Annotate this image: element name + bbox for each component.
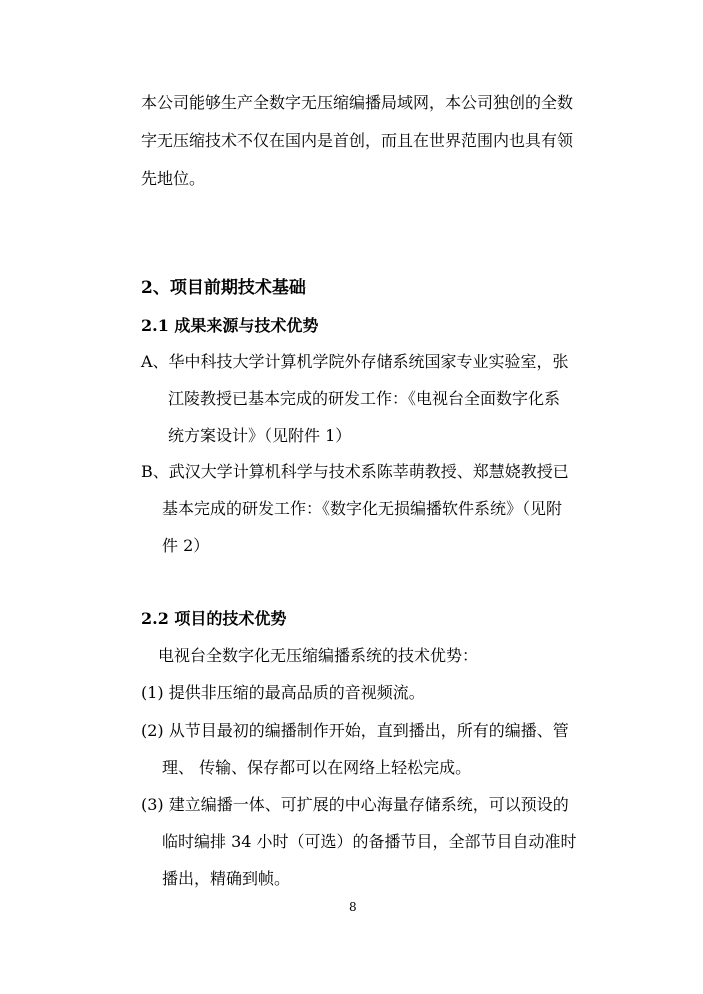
section-2-1-heading: 2.1 成果来源与技术优势 [141,316,319,335]
item-3-line-1: (3) 建立编播一体、可扩展的中心海量存储系统，可以预设的 [141,795,569,814]
item-a-line-3: 统方案设计》（见附件 1） [168,426,352,445]
item-b-line-2: 基本完成的研发工作：《数字化无损编播软件系统》（见附 [162,499,563,518]
section-2-2-intro: 电视台全数字化无压缩编播系统的技术优势： [158,646,479,665]
page-number: 8 [349,900,357,914]
intro-line-2: 字无压缩技术不仅在国内是首创，而且在世界范围内也具有领 [141,131,574,150]
item-a-line-2: 江陵教授已基本完成的研发工作：《电视台全面数字化系 [168,389,561,408]
item-3-line-3: 播出，精确到帧。 [162,869,291,888]
section-2-2-heading: 2.2 项目的技术优势 [141,609,287,628]
intro-line-1: 本公司能够生产全数字无压缩编播局域网，本公司独创的全数 [141,93,574,112]
item-3-line-2: 临时编排 34 小时（可选）的备播节目，全部节目自动准时 [162,832,577,851]
item-2-line-2: 理、 传输、保存都可以在网络上轻松完成。 [162,758,472,777]
intro-line-3: 先地位。 [141,169,206,188]
item-b-line-1: B、武汉大学计算机科学与技术系陈莘萌教授、郑慧娆教授已 [141,462,569,481]
item-2-line-1: (2) 从节目最初的编播制作开始，直到播出，所有的编播、管 [141,721,569,740]
item-1-line-1: (1) 提供非压缩的最高品质的音视频流。 [141,683,425,702]
section-2-heading: 2、项目前期技术基础 [141,278,306,298]
item-a-line-1: A、华中科技大学计算机学院外存储系统国家专业实验室，张 [141,352,569,371]
item-b-line-3: 件 2） [162,536,210,555]
